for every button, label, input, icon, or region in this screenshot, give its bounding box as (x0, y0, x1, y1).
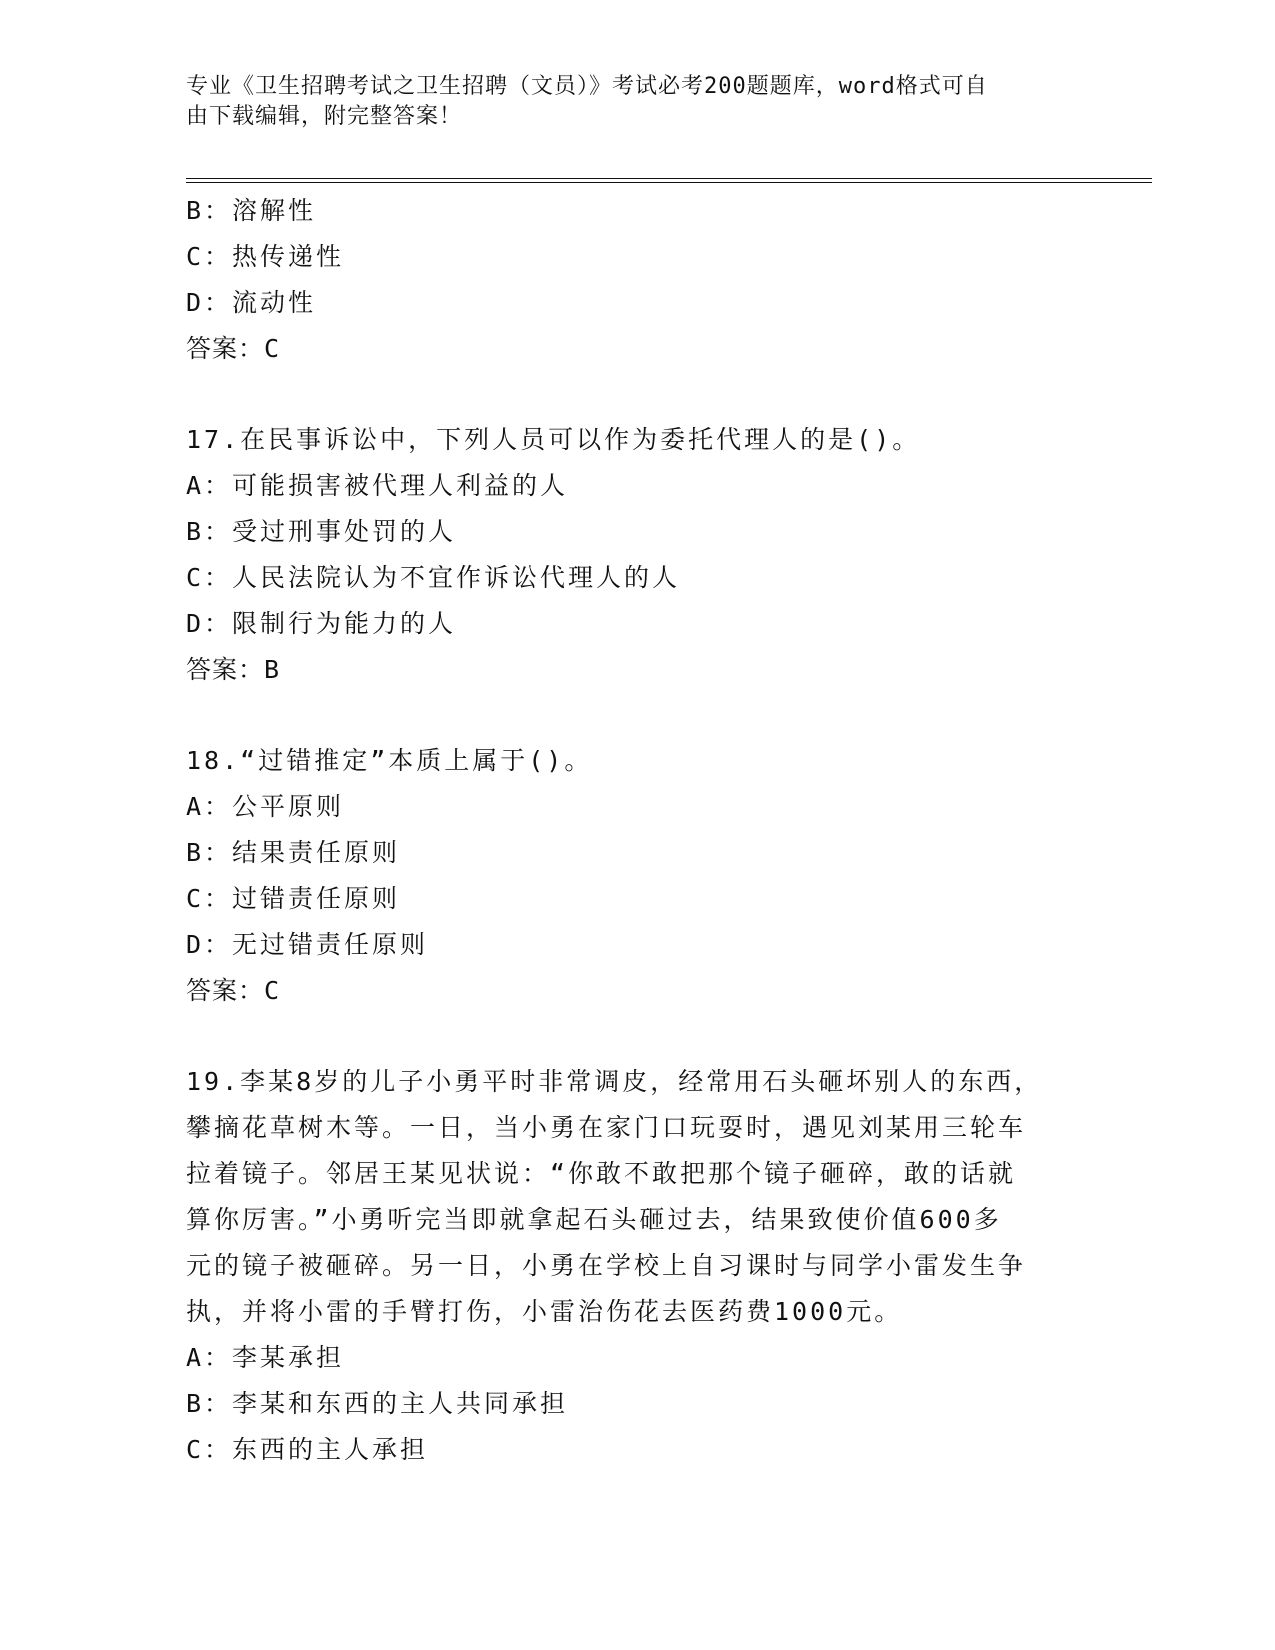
spacer (186, 693, 1066, 738)
header-line-1: 专业《卫生招聘考试之卫生招聘（文员）》考试必考200题题库，word格式可自 (186, 74, 988, 99)
answer-line: 答案：C (186, 334, 281, 363)
header-divider-bottom (186, 182, 1152, 183)
option-c: C：过错责任原则 (186, 884, 401, 913)
header-line-2: 由下载编辑，附完整答案！ (186, 104, 463, 129)
spacer (186, 1014, 1066, 1059)
option-c: C：热传递性 (186, 242, 345, 271)
question-text-line: 算你厉害。”小勇听完当即就拿起石头砸过去，结果致使价值600多 (186, 1205, 1002, 1234)
option-a: A：可能损害被代理人利益的人 (186, 471, 569, 500)
question-text-line: 执，并将小雷的手臂打伤，小雷治伤花去医药费1000元。 (186, 1297, 903, 1326)
question-18 (186, 738, 1066, 1014)
option-c: C：东西的主人承担 (186, 1435, 429, 1464)
option-b: B：受过刑事处罚的人 (186, 517, 457, 546)
option-a: A：李某承担 (186, 1343, 345, 1372)
question-text: 17.在民事诉讼中，下列人员可以作为委托代理人的是()。 (186, 425, 921, 454)
question-19 (186, 1059, 1066, 1473)
option-d: D：限制行为能力的人 (186, 609, 457, 638)
question-text-line: 19.李某8岁的儿子小勇平时非常调皮，经常用石头砸坏别人的东西， (186, 1067, 1043, 1096)
document-header (186, 72, 1076, 132)
answer-line: 答案：B (186, 655, 281, 684)
question-list (186, 188, 1066, 1473)
answer-line: 答案：C (186, 976, 281, 1005)
question-text-line: 元的镜子被砸碎。另一日，小勇在学校上自习课时与同学小雷发生争 (186, 1251, 1027, 1280)
spacer (186, 372, 1066, 417)
option-d: D：无过错责任原则 (186, 930, 429, 959)
option-b: B：结果责任原则 (186, 838, 401, 867)
question-17 (186, 417, 1066, 693)
question-text-line: 拉着镜子。邻居王某见状说：“你敢不敢把那个镜子砸碎，敢的话就 (186, 1159, 1017, 1188)
question-text-line: 攀摘花草树木等。一日，当小勇在家门口玩耍时，遇见刘某用三轮车 (186, 1113, 1027, 1142)
option-c: C：人民法院认为不宜作诉讼代理人的人 (186, 563, 681, 592)
option-a: A：公平原则 (186, 792, 345, 821)
option-b: B：李某和东西的主人共同承担 (186, 1389, 569, 1418)
question-text: 18.“过错推定”本质上属于()。 (186, 746, 593, 775)
option-d: D：流动性 (186, 288, 317, 317)
option-b: B：溶解性 (186, 196, 317, 225)
question-16 (186, 188, 1066, 372)
header-divider-top (186, 178, 1152, 179)
